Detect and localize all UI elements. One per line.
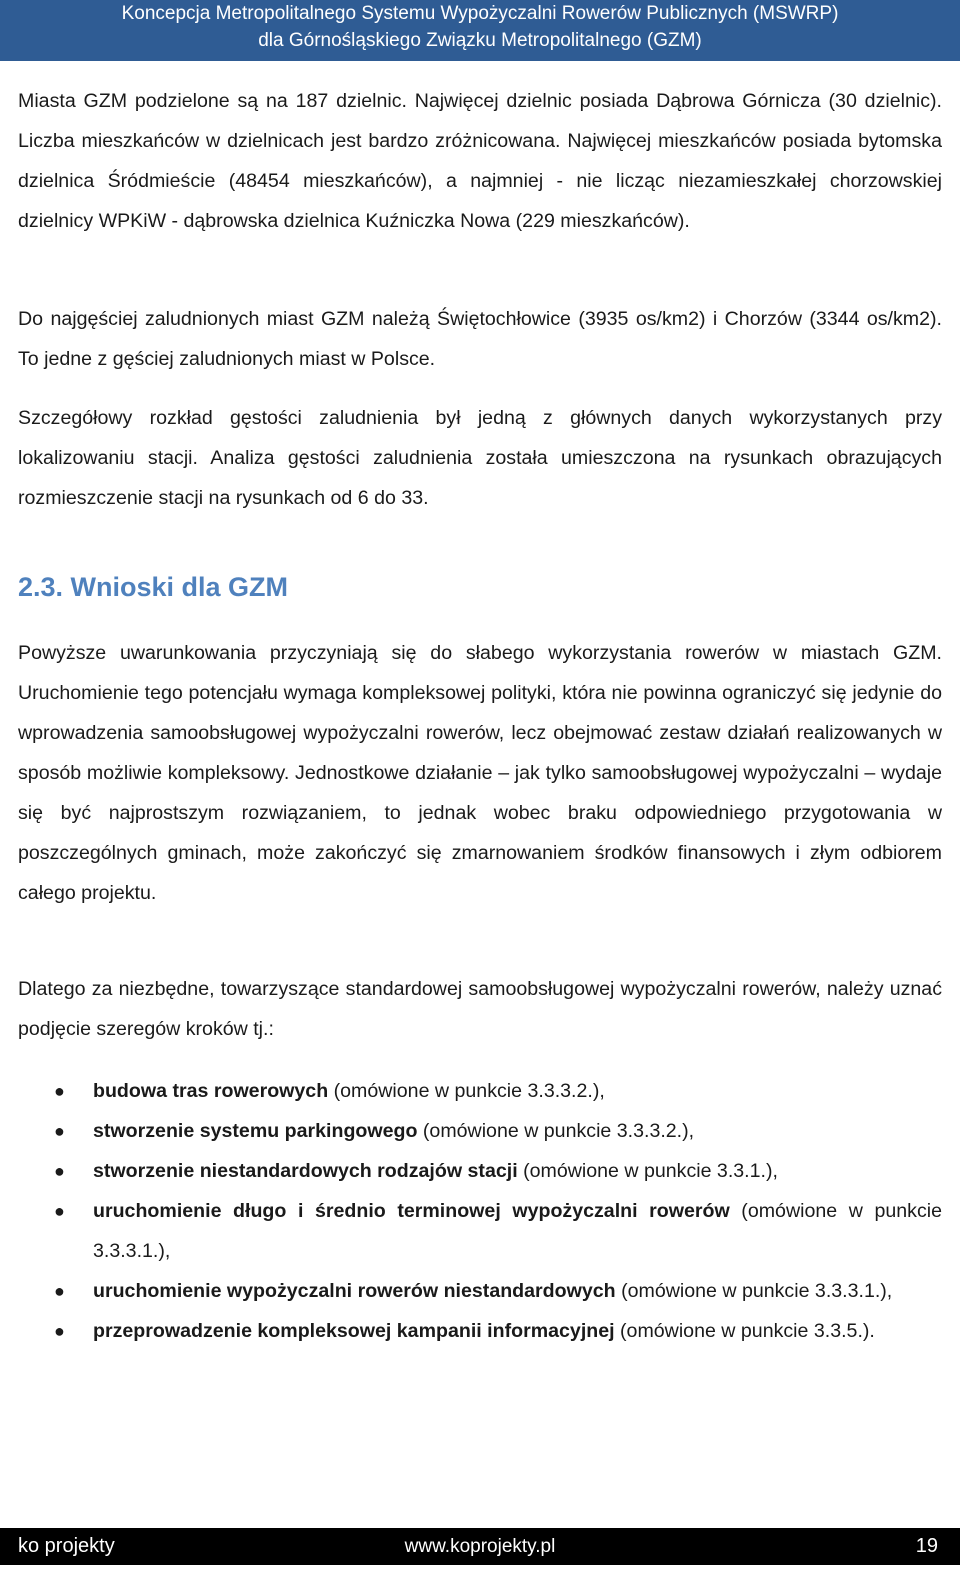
list-item-bold: uruchomienie wypożyczalni rowerów niestandardowych bbox=[93, 1280, 616, 1302]
footer-brand: ko projekty bbox=[18, 1535, 115, 1557]
list-item-bold: przeprowadzenie kompleksowej kampanii informacyjnej bbox=[93, 1320, 615, 1342]
list-item-rest: (omówione w punkcie 3.3.5.). bbox=[614, 1320, 875, 1342]
paragraph-text: Miasta GZM podzielone są na 187 dzielnic. Najwięcej dzielnic posiada Dąbrowa Górnicza (30 dzielnic). Liczba mieszkańców w dzielnicach jest bardzo zróżnicowana. Najwięcej mieszkańców posiada bytomska dzielnica Śródmieście (48454 mieszkańców), a najmniej - nie licząc niezamieszkałej chorzowskiej dzielnicy WPKiW - dąbrowska dzielnica Kuźniczka Nowa (229 mieszkańców). bbox=[18, 90, 942, 232]
paragraph-text: Dlatego za niezbędne, towarzyszące standardowej samoobsługowej wypożyczalni rowerów, należy uznać podjęcie szeregów kroków tj.: bbox=[18, 978, 942, 1040]
page-header bbox=[0, 0, 960, 61]
list-item-bold: stworzenie niestandardowych rodzajów stacji bbox=[93, 1160, 518, 1182]
header-title-line2: dla Górnośląskiego Związku Metropolitalnego (GZM) bbox=[258, 30, 702, 51]
paragraph-districts bbox=[18, 81, 942, 241]
paragraph-text: Do najgęściej zaludnionych miast GZM należą Świętochłowice (3935 os/km2) i Chorzów (3344 os/km2). To jedne z gęściej zaludnionych miast w Polsce. bbox=[18, 308, 942, 370]
bullet-icon: ● bbox=[54, 1281, 65, 1301]
list-item bbox=[18, 1111, 942, 1151]
footer-website: www.koprojekty.pl bbox=[404, 1536, 556, 1557]
paragraph-conclusions bbox=[18, 633, 942, 913]
paragraph-density bbox=[18, 299, 942, 379]
list-item-rest: (omówione w punkcie 3.3.3.1.), bbox=[93, 1200, 942, 1262]
list-item bbox=[18, 1191, 942, 1271]
list-item bbox=[18, 1311, 942, 1351]
page-footer bbox=[0, 1528, 960, 1565]
bullet-icon: ● bbox=[54, 1081, 65, 1101]
list-item-rest: (omówione w punkcie 3.3.3.1.), bbox=[615, 1280, 893, 1302]
bullet-icon: ● bbox=[54, 1161, 65, 1181]
list-item-bold: budowa tras rowerowych bbox=[93, 1080, 329, 1102]
paragraph-steps-intro bbox=[18, 969, 942, 1049]
bullet-icon: ● bbox=[54, 1321, 65, 1341]
list-item bbox=[18, 1151, 942, 1191]
paragraph-text: Powyższe uwarunkowania przyczyniają się do słabego wykorzystania rowerów w miastach GZM. Uruchomienie tego potencjału wymaga kompleksowej polityki, która nie powinna ograniczyć się jedynie do wprowadzenia samoobsługowej wypożyczalni rowerów, lecz obejmować zestaw działań realizowanych w sposób możliwie kompleksowy. Jednostkowe działanie – jak tylko samoobsługowej wypożyczalni – wydaje się być najprostszym rozwiązaniem, to jednak wobec braku odpowiedniego przygotowania w poszczególnych gminach, może zakończyć się zmarnowaniem środków finansowych i złym odbiorem całego projektu. bbox=[18, 642, 942, 904]
page-number: 19 bbox=[915, 1535, 938, 1557]
list-item-rest: (omówione w punkcie 3.3.1.), bbox=[517, 1160, 778, 1182]
steps-list bbox=[18, 1071, 942, 1351]
paragraph-analysis bbox=[18, 398, 942, 518]
section-heading: 2.3. Wnioski dla GZM bbox=[18, 572, 289, 602]
list-item bbox=[18, 1271, 942, 1311]
bullet-icon: ● bbox=[54, 1201, 65, 1221]
list-item-rest: (omówione w punkcie 3.3.3.2.), bbox=[417, 1120, 695, 1142]
bullet-icon: ● bbox=[54, 1121, 65, 1141]
list-item-bold: stworzenie systemu parkingowego bbox=[93, 1120, 418, 1142]
paragraph-text: Szczegółowy rozkład gęstości zaludnienia był jedną z głównych danych wykorzystanych przy lokalizowaniu stacji. Analiza gęstości zaludnienia została umieszczona na rysunkach obrazujących rozmieszczenie stacji na rysunkach od 6 do 33. bbox=[18, 407, 942, 509]
list-item-bold: uruchomienie długo i średnio terminowej wypożyczalni rowerów bbox=[93, 1200, 730, 1222]
list-item bbox=[18, 1071, 942, 1111]
header-title-line1: Koncepcja Metropolitalnego Systemu Wypożyczalni Rowerów Publicznych (MSWRP) bbox=[121, 3, 839, 24]
list-item-rest: (omówione w punkcie 3.3.3.2.), bbox=[328, 1080, 605, 1102]
